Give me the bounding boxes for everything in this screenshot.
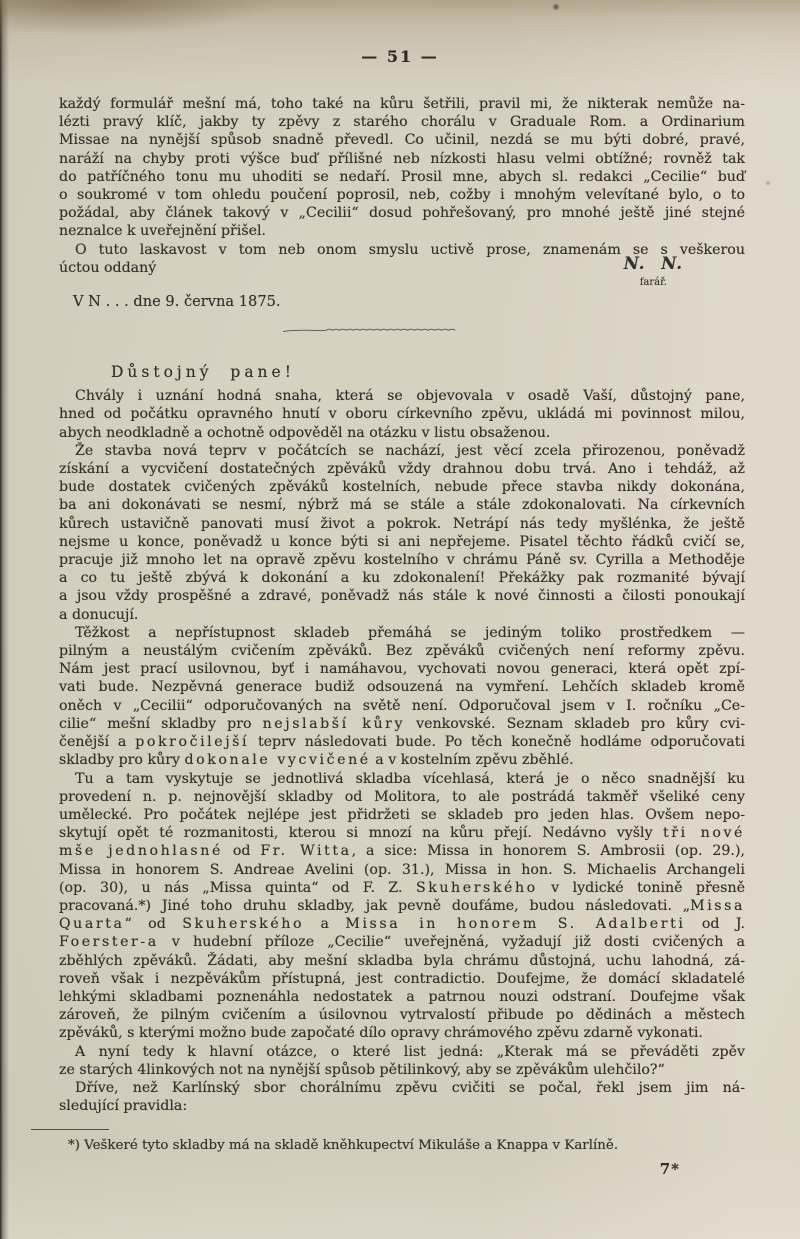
text-line: zpěváků, s kterými možno bude započaté dílo opravy chrámového zpěvu zdarně vykonati. (59, 1025, 703, 1042)
text-line: cilie“ mešní skladby pro nejslabší kůry venkovské. Seznam skladeb pro kůry cvi- (59, 715, 745, 732)
signature-title: farář. (639, 277, 667, 289)
letter-first (59, 95, 745, 311)
text-line: o soukromé v tom ohledu poučení poprosil, neb, cožby i mnohým velevítané bylo, o to (59, 187, 745, 204)
text-line: pilným a neustálým cvičením zpěváků. Bez zpěváků cvičených není reformy zpěvu. (59, 643, 745, 660)
letterspaced-text: pokročilejší (135, 734, 250, 751)
page-number: — 51 — (361, 47, 439, 66)
text-line: získání a vycvičení dostatečných zpěváků vždy drahnou dobu trvá. Ano i tehdáž, až (59, 461, 745, 478)
text-line: sledující pravidla: (59, 1098, 188, 1115)
text-line: skytují opět té rozmanitosti, kterou si mnozí na kůru přejí. Nedávno vyšly tři nové (59, 825, 745, 842)
letterspaced-text: Quarta (59, 916, 125, 933)
footnote-block (59, 1129, 745, 1178)
text-line: Quarta“ od Skuherského a Missa in honorem S. Adalberti od J. (59, 916, 745, 933)
text-line: vati bude. Nezpěvná generace budiž odsouzená na vymření. Lehčích skladeb kromě (59, 679, 745, 696)
text-line: zběhlých zpěváků. Žádati, aby mešní skladba byla chrámu důstojná, uchu lahodná, zá- (59, 952, 745, 969)
text-line: O tuto laskavost v tom neb onom smyslu uctivě prose, znamenám se s veškerou (75, 241, 745, 258)
paragraph (59, 1043, 745, 1079)
footnote-text: *) Veškeré tyto skladby má na skladě kněhkupectví Mikuláše a Knappa v Karlíně. (68, 1138, 619, 1153)
paragraph (59, 95, 745, 241)
letterspaced-text: Fr. Witta (260, 843, 352, 860)
text-line: ba ani dokonávati se nesmí, nýbrž má se stále a stále zdokonalovati. Na církevních (59, 497, 745, 514)
text-line: lehkými skladbami poznenáhla nedostatek a patrnou nouzi odstraní. Doufejme však (59, 988, 745, 1005)
salutation-heading: Důstojný pane! (111, 363, 295, 382)
text-line: požádal, aby článek takový v „Cecilii“ dosud pohřešovaný, pro mnohé ještě jiné stejné (59, 205, 745, 222)
text-line: a jsou vždy prospěšné a zdravé, poněvadž nás stále k nové činnosti a čilosti ponoukají (59, 588, 745, 605)
text-line: Missa in honorem S. Andreae Avelini (op. 31.), Missa in hon. S. Michaelis Archangeli (59, 861, 745, 878)
text-line: roveň však i nezpěvákům přístupná, jest contradictio. Doufejme, že domácí skladatelé (59, 970, 745, 987)
text-line: do patříčného tonu mu uhoditi se nedaří. Prosil mne, abych sl. redakci „Cecilie“ buď (59, 168, 745, 185)
text-line: Těžkost a nepřístupnost skladeb přemáhá se jediným toliko prostředkem — (75, 624, 745, 641)
letter-second-body (59, 387, 745, 1115)
letter-first-body (59, 95, 745, 277)
text-line: provedení n. p. nejnovější skladby od Molitora, to ale postrádá takměř všeliké ceny (59, 788, 745, 805)
text-line: oněch v „Cecilii“ odporučovaných na světě není. Odporučoval jsem v I. ročníku „Ce- (59, 697, 745, 714)
text-line: čenější a pokročilejší teprv následovati bude. Po těch konečně hodláme odporučovati (59, 734, 745, 751)
text-line: naráží na chyby proti výšce buď přílišné neb nízkosti hlasu velmi obtížné; rovněž tak (59, 150, 745, 167)
signature-name: N. N. (623, 254, 683, 273)
letterspaced-text: Missa (690, 897, 745, 914)
text-line: Dříve, než Karlínský sbor chorálnímu zpěvu cvičiti se počal, řekl jsem jim ná- (75, 1079, 745, 1096)
text-line: Missae na nynější spůsob snadně převedl. Co učinil, nezdá se mu býti dobré, pravé, (59, 132, 745, 149)
text-line: skladby pro kůry dokonale vycvičené a v kostelním zpěvu zběhlé. (59, 752, 574, 769)
page-footer-mark: 7* (659, 1160, 680, 1178)
text-line: každý formulář mešní má, toho také na kůru šetřili, pravil mi, že nikterak nemůže na- (59, 96, 745, 112)
text-line: nejsme u konce, poněvadž u konce býti si ani nepřejeme. Pisatel těchto řádků cvičí se, (59, 533, 745, 550)
text-line: (op. 30), u nás „Missa quinta“ od F. Z. Skuherského v lydické tonině přesně (59, 879, 745, 896)
letterspaced-text: mše jednohlasné (59, 843, 223, 860)
paragraph (59, 624, 745, 770)
text-line: Foerster-a v hudební příloze „Cecilie“ uveřejněná, vyžadují již dosti cvičených a (59, 934, 745, 951)
text-line: pracuje již mnoho let na opravě zpěvu kostelního v chrámu Páně sv. Cyrilla a Methoděje (59, 552, 745, 569)
signature-block (624, 255, 683, 292)
letterspaced-text: Foerster-a (59, 934, 159, 951)
text-line: ze starých 4linkových not na nynější spůsob pětilinkový, aby se zpěvákům ulehčilo?“ (59, 1061, 665, 1078)
paragraph (59, 442, 745, 624)
letterspaced-text: nejslabší kůry (262, 715, 406, 732)
text-line: neznalce k uveřejnění přišel. (59, 223, 267, 240)
text-line: úctou oddaný (59, 259, 157, 276)
paragraph (59, 387, 745, 442)
letterspaced-text: dokonale vycvičené (184, 752, 371, 769)
text-line: Že stavba nová teprv v počátcích se nachází, jest věcí zcela přirozenou, poněvadž (75, 442, 745, 459)
section-divider (59, 326, 745, 335)
paragraph (59, 770, 745, 1043)
text-line: pracovaná.*) Jiné toho druhu skladby, jak pevně doufáme, budou následovati. „Missa (59, 897, 745, 914)
text-line: zároveň, že pilným cvičením a úsilovnou vytrvalostí přibude po dědinách a městech (59, 1007, 745, 1024)
page-body (59, 95, 745, 1115)
text-line: mše jednohlasné od Fr. Witta, a sice: Missa in honorem S. Ambrosii (op. 29.), (59, 843, 745, 860)
text-line: abych neodkladně a ochotně odpověděl na otázku v listu obsaženou. (59, 424, 551, 441)
letterspaced-text: Skuherského (182, 916, 305, 933)
footnote-rule (31, 1129, 109, 1130)
text-line: hned od počátku opravného hnutí v oboru církevního zpěvu, ukládá mi povinnost milou, (59, 406, 745, 423)
squiggle-divider-icon (280, 326, 458, 335)
letterspaced-text: Skuherského (415, 879, 538, 896)
text-line: bude dostatek cvičených zpěváků kostelních, nebude přece stavba nikdy dokonána, (59, 479, 745, 496)
text-line: kůrech ustavičně panovati musí život a pokrok. Netrápí nás tedy myšlénka, že ještě (59, 515, 745, 532)
paragraph (59, 1079, 745, 1115)
text-line: lézti pravý klíč, jakby ty zpěvy z starého chorálu v Graduale Rom. a Ordinarium (59, 114, 745, 131)
text-line: Nám jest prací usilovnou, byť i namáhavou, vychovati novou generaci, která opět zpí- (59, 661, 745, 678)
text-line: a co tu ještě zbývá k dokonání a ku zdokonalení! Překážky pak rozmanité bývají (59, 570, 745, 587)
text-line: a donucují. (59, 606, 139, 623)
letterspaced-text: Missa in honorem S. Adalberti (345, 916, 686, 933)
text-line: Chvály i uznání hodná snaha, která se objevovala v osadě Vaší, důstojný pane, (75, 388, 745, 405)
text-line: umělecké. Pro počátek nejlépe jest přidržeti se skladeb pro jeden hlas. Ovšem nepo- (59, 806, 745, 823)
dateline: V N . . . dne 9. června 1875. (73, 293, 281, 311)
text-line: A nyní tedy k hlavní otázce, o které list jedná: „Kterak má se převáděti zpěv (75, 1043, 745, 1060)
text-line: Tu a tam vyskytuje se jednotlivá skladba vícehlasá, která je o něco snadnější ku (75, 770, 745, 787)
letterspaced-text: tři nové (663, 825, 745, 842)
